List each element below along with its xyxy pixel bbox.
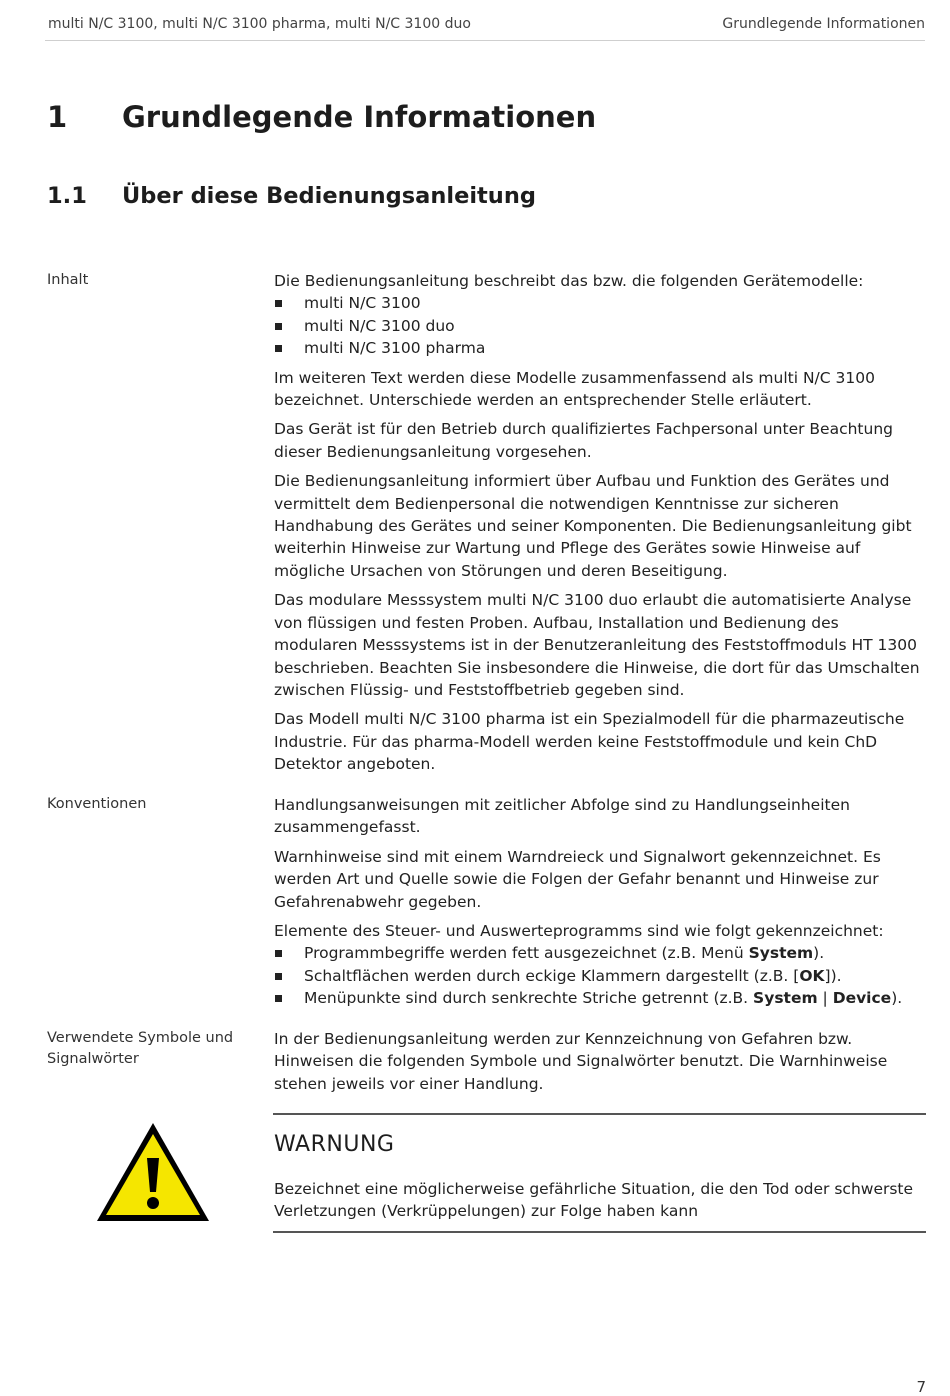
header-chapter-title: Grundlegende Informationen: [722, 16, 925, 32]
konventionen-body: [274, 794, 924, 1017]
list-item: multi N/C 3100 pharma: [274, 337, 924, 359]
chapter-number: 1: [47, 100, 68, 134]
side-label-symbole: Verwendete Symbole und Signalwörter: [47, 1030, 234, 1067]
list-item: multi N/C 3100: [274, 292, 924, 314]
paragraph: Das Modell multi N/C 3100 pharma ist ein Spezialmodell für die pharmazeutische Industrie. Für das pharma-Modell werden keine Feststoffmodule und kein ChD Detektor angeboten.: [274, 710, 905, 774]
paragraph: Handlungsanweisungen mit zeitlicher Abfolge sind zu Handlungseinheiten zusammengefasst.: [274, 796, 850, 837]
paragraph: Die Bedienungsanleitung informiert über Aufbau und Funktion des Gerätes und vermittelt dem Bedienpersonal die notwendigen Kenntnisse zur sicheren Handhabung des Gerätes und seiner Komponenten. Die Bedienungsanleitung gibt weiterhin Hinweise zur Wartung und Pflege des Gerätes sowie Hinweise auf mögliche Ursachen von Störungen und deren Beseitigung.: [274, 472, 912, 580]
paragraph: Das Gerät ist für den Betrieb durch qualifiziertes Fachpersonal unter Beachtung dieser Bedienungsanleitung vorgesehen.: [274, 420, 893, 461]
bold-term: System: [748, 944, 814, 963]
warning-bottom-rule: [273, 1231, 926, 1233]
side-label-inhalt: Inhalt: [47, 272, 89, 288]
header-product-names: multi N/C 3100, multi N/C 3100 pharma, multi N/C 3100 duo: [48, 16, 471, 32]
section-heading: [47, 183, 536, 209]
list-item: [274, 987, 924, 1009]
section-title: Über diese Bedienungsanleitung: [122, 183, 536, 209]
list-item: [274, 965, 924, 987]
paragraph: Das modulare Messsystem multi N/C 3100 duo erlaubt die automatisierte Analyse von flüssigen und festen Proben. Aufbau, Installation und Bedienung des modularen Messsystems ist in der Benutzeranleitung des Feststoffmoduls HT 1300 beschrieben. Beachten Sie insbesondere die Hinweise, die dort für das Umschalten zwischen Flüssig- und Feststoffbetrieb gegeben sind.: [274, 591, 920, 699]
paragraph: In der Bedienungsanleitung werden zur Kennzeichnung von Gefahren bzw. Hinweisen die folgenden Symbole und Signalwörter benutzt. Die Warnhinweise stehen jeweils vor einer Handlung.: [274, 1030, 888, 1093]
text: Menüpunkte sind durch senkrechte Striche getrennt (z.B.: [304, 989, 754, 1008]
symbole-body: [274, 1028, 924, 1102]
side-label-konventionen: Konventionen: [47, 796, 147, 812]
section-number: 1.1: [47, 183, 87, 209]
text: ]).: [824, 966, 842, 985]
bold-term: System: [753, 989, 818, 1008]
text: |: [817, 989, 833, 1008]
page-header: [45, 14, 925, 41]
list-item: [274, 942, 924, 964]
chapter-title: Grundlegende Informationen: [122, 100, 597, 134]
warning-text: Bezeichnet eine möglicherweise gefährliche Situation, die den Tod oder schwerste Verletzungen (Verkrüppelungen) zur Folge haben kann: [274, 1180, 914, 1221]
warning-triangle-icon: [94, 1120, 212, 1224]
warning-title: WARNUNG: [274, 1132, 395, 1157]
paragraph: Warnhinweise sind mit einem Warndreieck und Signalwort gekennzeichnet. Es werden Art und Quelle sowie die Folgen der Gefahr benannt und Hinweise zur Gefahrenabwehr gegeben.: [274, 847, 881, 911]
text: Programmbegriffe werden fett ausgezeichnet (z.B. Menü: [304, 944, 749, 963]
chapter-heading: [47, 100, 596, 134]
model-list: [274, 292, 924, 359]
paragraph: Im weiteren Text werden diese Modelle zusammenfassend als multi N/C 3100 bezeichnet. Unterschiede werden an entsprechender Stelle erläutert.: [274, 368, 875, 410]
text: ).: [891, 989, 903, 1008]
list-item: multi N/C 3100 duo: [274, 315, 924, 337]
warning-top-rule: [273, 1113, 926, 1115]
inhalt-body: [274, 270, 924, 783]
text: Schaltflächen werden durch eckige Klammern dargestellt (z.B. [: [304, 966, 800, 985]
text: ).: [813, 944, 825, 963]
convention-list: [274, 942, 924, 1009]
paragraph: Elemente des Steuer- und Auswerteprogramms sind wie folgt gekennzeichnet:: [274, 922, 884, 941]
bold-term: OK: [799, 966, 825, 985]
inhalt-intro: Die Bedienungsanleitung beschreibt das bzw. die folgenden Gerätemodelle:: [274, 272, 864, 290]
bold-term: Device: [832, 989, 892, 1008]
page-number: 7: [916, 1378, 926, 1396]
